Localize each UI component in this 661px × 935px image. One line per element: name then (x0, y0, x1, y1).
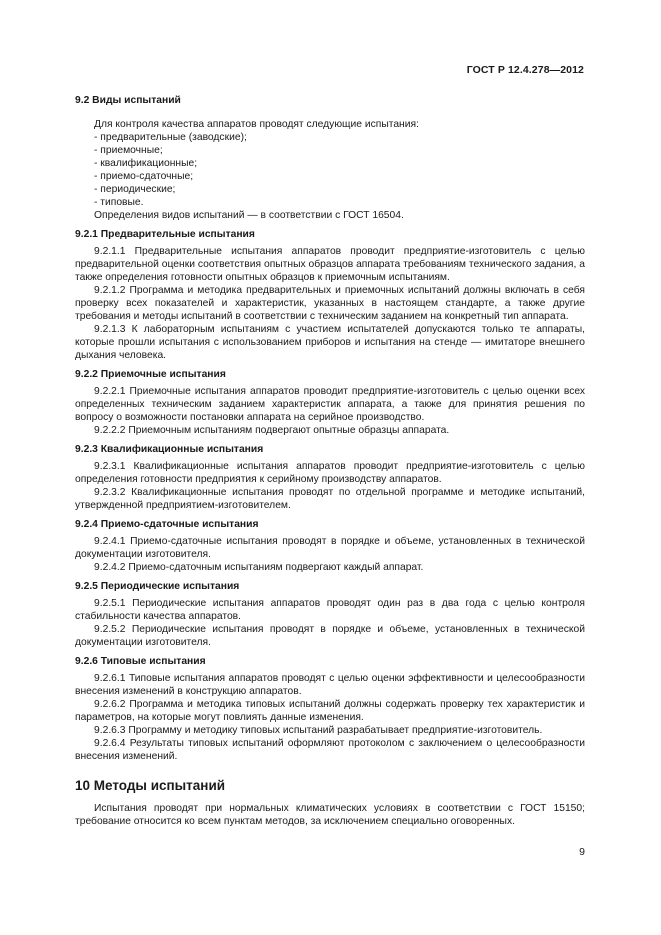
list-item: - периодические; (94, 184, 176, 195)
paragraph: 9.2.3.1 Квалификационные испытания аппаратов проводит предприятие-изготовитель с целью определения готовности предприятия к серийному производству аппаратов. (75, 461, 585, 485)
paragraph: 9.2.5.1 Периодические испытания аппаратов проводят один раз в два года с целью контроля стабильности качества аппаратов. (75, 598, 585, 622)
list-item: - типовые. (94, 197, 144, 208)
paragraph: 9.2.1.2 Программа и методика предварительных и приемочных испытаний должны включать в себя проверку всех показателей и характеристик, указанных в настоящем стандарте, а также другие требования и методы испытаний в соответствии с техническим заданием на конкретный тип аппарата. (75, 285, 585, 322)
section-9-2-title: 9.2 Виды испытаний (75, 95, 181, 106)
section-10-title: 10 Методы испытаний (75, 778, 226, 793)
list-item: - приемо-сдаточные; (94, 171, 194, 182)
paragraph: 9.2.4.2 Приемо-сдаточным испытаниям подвергают каждый аппарат. (94, 562, 424, 573)
document-header: ГОСТ Р 12.4.278—2012 (466, 64, 584, 76)
section-9-2-3-title: 9.2.3 Квалификационные испытания (75, 444, 264, 455)
section-9-2-definitions: Определения видов испытаний — в соответствии с ГОСТ 16504. (94, 210, 404, 221)
section-9-2-6-title: 9.2.6 Типовые испытания (75, 656, 206, 667)
list-item: - приемочные; (94, 145, 163, 156)
section-9-2-1-title: 9.2.1 Предварительные испытания (75, 229, 255, 240)
section-9-2-intro: Для контроля качества аппаратов проводят следующие испытания: (94, 119, 419, 130)
paragraph: 9.2.3.2 Квалификационные испытания проводят по отдельной программе и методике испытаний, утвержденной предприятием-изготовителем. (75, 487, 585, 511)
test-types-list (75, 131, 585, 209)
paragraph: 9.2.6.3 Программу и методику типовых испытаний разрабатывает предприятие-изготовитель. (94, 725, 543, 736)
paragraph: 9.2.6.2 Программа и методика типовых испытаний должны содержать проверку тех характеристик и параметров, на которые могут повлиять данные изменения. (75, 699, 585, 723)
paragraph: 9.2.2.1 Приемочные испытания аппаратов проводит предприятие-изготовитель с целью оценки всех определенных техническим заданием характеристик аппарата, а также для принятия решения по вопросу о возможности постановки аппарата на серийное производство. (75, 386, 585, 423)
section-9-2-2-title: 9.2.2 Приемочные испытания (75, 369, 226, 380)
section-9-2-4-title: 9.2.4 Приемо-сдаточные испытания (75, 519, 259, 530)
paragraph: 9.2.6.4 Результаты типовых испытаний оформляют протоколом с заключением о целесообразности внесения изменений. (75, 738, 585, 762)
paragraph: 9.2.1.1 Предварительные испытания аппаратов проводит предприятие-изготовитель с целью предварительной оценки соответствия опытных образцов аппарата требованиям технического задания, а также определения готовности опытных образцов к приемочным испытаниям. (75, 246, 585, 283)
paragraph: 9.2.1.3 К лабораторным испытаниям с участием испытателей допускаются только те аппараты, которые прошли испытания с использованием приборов и испытания на стенде — имитаторе внешнего дыхания человека. (75, 324, 585, 361)
paragraph: Испытания проводят при нормальных климатических условиях в соответствии с ГОСТ 15150; требование относится ко всем пунктам методов, за исключением специально оговоренных. (75, 803, 585, 827)
paragraph: 9.2.6.1 Типовые испытания аппаратов проводят с целью оценки эффективности и целесообразности внесения изменений в конструкцию аппаратов. (75, 673, 585, 697)
section-9-2-5-title: 9.2.5 Периодические испытания (75, 581, 240, 592)
page-content (75, 92, 585, 828)
paragraph: 9.2.4.1 Приемо-сдаточные испытания проводят в порядке и объеме, установленных в технической документации изготовителя. (75, 536, 585, 560)
page-number: 9 (579, 846, 585, 858)
paragraph: 9.2.5.2 Периодические испытания проводят в порядке и объеме, установленных в технической документации изготовителя. (75, 624, 585, 648)
list-item: - предварительные (заводские); (94, 132, 247, 143)
paragraph: 9.2.2.2 Приемочным испытаниям подвергают опытные образцы аппарата. (94, 425, 450, 436)
list-item: - квалификационные; (94, 158, 198, 169)
